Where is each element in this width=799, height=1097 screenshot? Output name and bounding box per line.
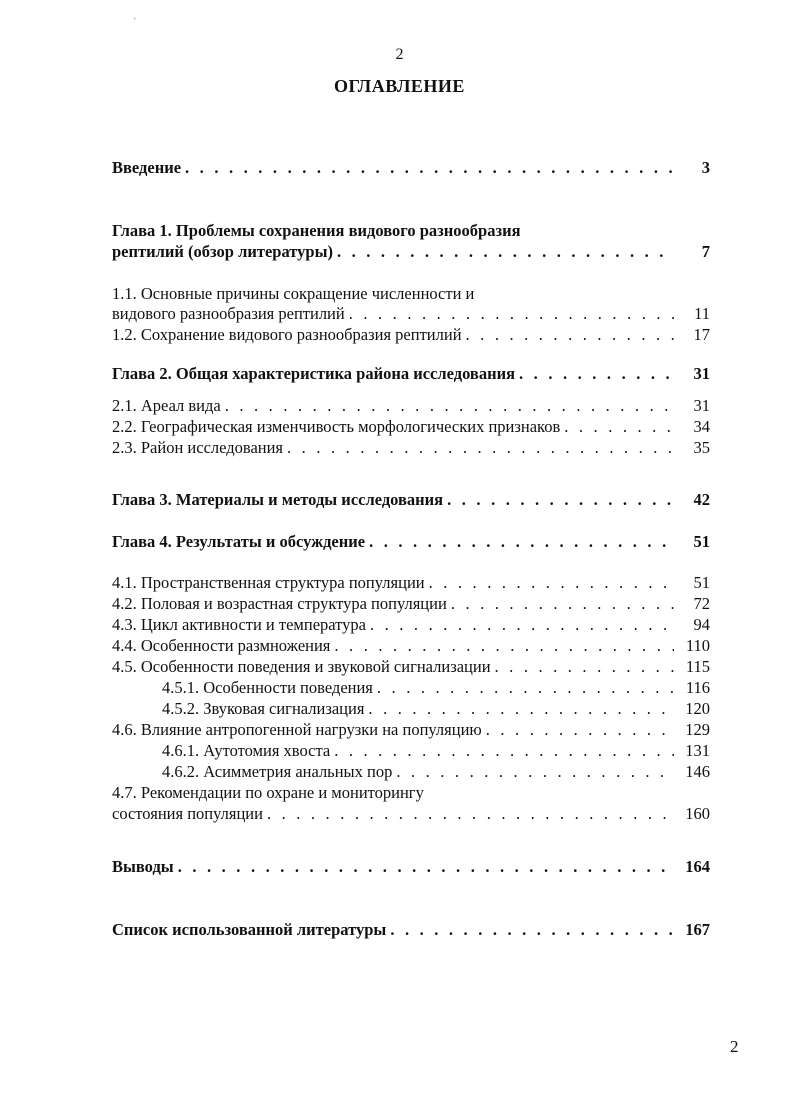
toc-entry-text: 2.2. Географическая изменчивость морфологических признаков [112,417,561,436]
toc-leader-dots [369,532,674,552]
toc-entry-text: Глава 4. Результаты и обсуждение [112,532,366,551]
toc-entry-page: 31 [693,396,710,415]
toc-leader-dots [225,396,674,416]
toc-entry-chapter1 [112,242,710,262]
toc-entry-2-1 [112,396,710,416]
toc-leader-dots [429,573,674,593]
toc-leader-dots [370,615,674,635]
toc-entry-page: 116 [685,678,710,697]
toc-leader-dots [178,857,674,877]
toc-entry-1-1 [112,304,710,324]
toc-leader-dots [486,720,674,740]
toc-entry-4-5-2 [162,699,710,719]
toc-entry-4-7 [112,804,710,824]
toc-entry-text: 2.3. Район исследования [112,438,284,457]
toc-entry-page: 131 [685,741,710,760]
toc-entry-page: 129 [685,720,710,739]
toc-entry-4-1 [112,573,710,593]
toc-entry-chapter2 [112,364,710,384]
toc-leader-dots [564,417,674,437]
toc-entry-4-3 [112,615,710,635]
toc-entry-page: 7 [701,242,710,261]
toc-entry-chapter1-line1: Глава 1. Проблемы сохранения видового разнообразия [112,221,521,240]
toc-entry-text: 4.6.1. Аутотомия хвоста [162,741,331,760]
scan-speck: ˌ [133,8,137,20]
toc-entry-text: 4.5.2. Звуковая сигнализация [162,699,365,718]
toc-leader-dots [337,242,674,262]
toc-entry-page: 34 [693,417,710,436]
toc-entry-4-5-1 [162,678,710,698]
toc-entry-4-4 [112,636,710,656]
toc-leader-dots [519,364,674,384]
toc-entry-page: 11 [694,304,710,323]
toc-entry-4-7-line1: 4.7. Рекомендации по охране и мониторингу [112,783,424,802]
toc-leader-dots [334,636,674,656]
toc-entry-2-2 [112,417,710,437]
toc-entry-text: состояния популяции [112,804,263,823]
toc-entry-page: 17 [693,325,710,344]
toc-entry-4-6-1 [162,741,710,761]
toc-entry-page: 42 [693,490,710,509]
toc-entry-text: Глава 3. Материалы и методы исследования [112,490,444,509]
toc-entry-page: 31 [693,364,710,383]
toc-entry-page: 94 [693,615,710,634]
toc-leader-dots [451,594,674,614]
toc-entry-page: 51 [693,532,710,551]
toc-entry-4-6 [112,720,710,740]
toc-entry-text: Выводы [112,857,174,876]
toc-entry-text: 1.2. Сохранение видового разнообразия рептилий [112,325,462,344]
toc-entry-text: 4.5. Особенности поведения и звуковой сигнализации [112,657,491,676]
toc-entry-text: 4.3. Цикл активности и температура [112,615,366,634]
toc-entry-4-6-2 [162,762,710,782]
toc-leader-dots [267,804,674,824]
toc-leader-dots [390,920,674,940]
toc-entry-page: 110 [685,636,710,655]
toc-entry-conclusions [112,857,710,877]
toc-entry-text: 4.2. Половая и возрастная структура популяции [112,594,447,613]
toc-entry-text: 2.1. Ареал вида [112,396,221,415]
toc-leader-dots [377,678,674,698]
toc-entry-page: 35 [693,438,710,457]
page-number-top: 2 [395,46,404,63]
toc-entry-page: 167 [685,920,710,939]
toc-leader-dots [368,699,674,719]
toc-title: ОГЛАВЛЕНИЕ [334,76,465,96]
toc-entry-page: 164 [685,857,710,876]
toc-entry-page: 3 [701,158,710,177]
toc-entry-text: 4.1. Пространственная структура популяции [112,573,425,592]
toc-entry-page: 115 [685,657,710,676]
toc-entry-chapter3 [112,490,710,510]
toc-entry-4-2 [112,594,710,614]
toc-entry-page: 51 [693,573,710,592]
toc-leader-dots [287,438,674,458]
toc-leader-dots [185,158,674,178]
toc-entry-1-2 [112,325,710,345]
toc-entry-1-1-line1: 1.1. Основные причины сокращение численности и [112,284,475,303]
toc-entry-page: 72 [693,594,710,613]
toc-entry-page: 120 [685,699,710,718]
toc-entry-text: видового разнообразия рептилий [112,304,345,323]
toc-entry-4-5 [112,657,710,677]
toc-entry-text: 4.6. Влияние антропогенной нагрузки на популяцию [112,720,482,739]
page-number-bottom: 2 [730,1037,739,1056]
toc-entry-page: 146 [685,762,710,781]
toc-entry-text: Введение [112,158,182,177]
toc-entry-text: 4.6.2. Асимметрия анальных пор [162,762,393,781]
toc-entry-intro [112,158,710,178]
toc-leader-dots [349,304,674,324]
toc-entry-text: 4.5.1. Особенности поведения [162,678,373,697]
toc-entry-text: рептилий (обзор литературы) [112,242,333,261]
toc-leader-dots [495,657,674,677]
toc-leader-dots [466,325,674,345]
toc-entry-text: 4.4. Особенности размножения [112,636,331,655]
toc-leader-dots [447,490,674,510]
toc-entry-text: Глава 2. Общая характеристика района исследования [112,364,516,383]
toc-entry-text: Список использованной литературы [112,920,387,939]
toc-entry-chapter4 [112,532,710,552]
toc-entry-references [112,920,710,940]
toc-entry-page: 160 [685,804,710,823]
toc-leader-dots [334,741,674,761]
toc-leader-dots [396,762,674,782]
toc-entry-2-3 [112,438,710,458]
